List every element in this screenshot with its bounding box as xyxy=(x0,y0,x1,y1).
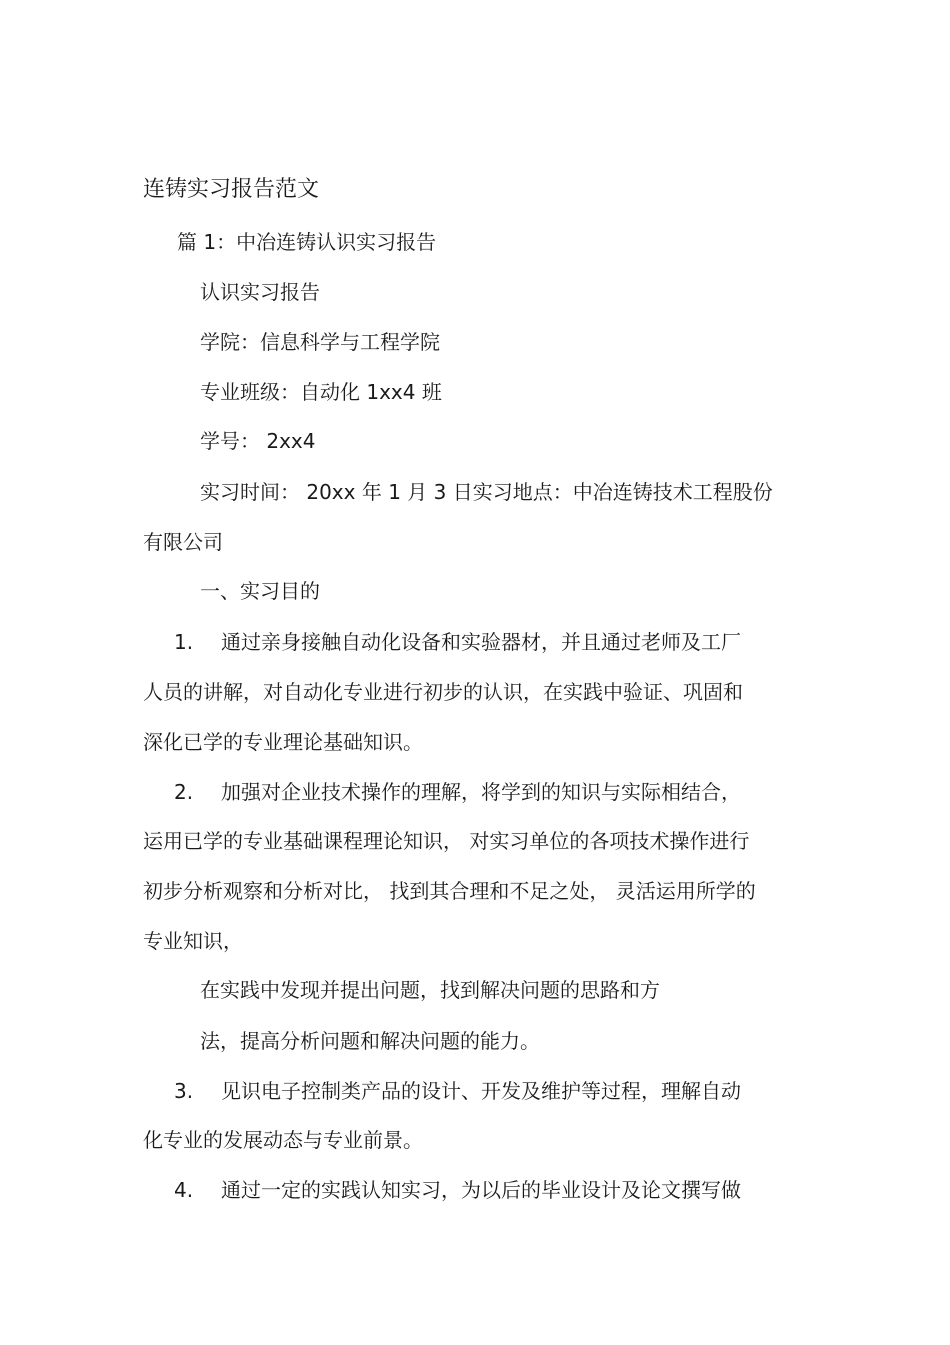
list-item-number: 4. xyxy=(174,1178,194,1202)
list-item-number: 3. xyxy=(174,1079,194,1103)
document-title: 连铸实习报告范文 xyxy=(143,177,320,202)
list-item-text: 运用已学的专业基础课程理论知识， 对实习单位的各项技术操作进行 xyxy=(143,829,750,853)
list-item-text: 加强对企业技术操作的理解，将学到的知识与实际相结合， xyxy=(221,780,741,804)
list-item-text: 专业知识， xyxy=(143,929,243,953)
list-item-text: 初步分析观察和分析对比， 找到其合理和不足之处， 灵活运用所学的 xyxy=(143,879,756,903)
list-item-text: 见识电子控制类产品的设计、开发及维护等过程，理解自动 xyxy=(221,1079,741,1103)
list-item-text: 在实践中发现并提出问题，找到解决问题的思路和方 xyxy=(200,978,660,1002)
list-item-number: 1. xyxy=(174,630,194,654)
list-item-text: 深化已学的专业理论基础知识。 xyxy=(143,730,423,754)
list-item-text: 化专业的发展动态与专业前景。 xyxy=(143,1128,423,1152)
college-line: 学院：信息科学与工程学院 xyxy=(200,330,440,354)
list-item-text: 法，提高分析问题和解决问题的能力。 xyxy=(200,1029,540,1053)
list-item-text: 通过亲身接触自动化设备和实验器材，并且通过老师及工厂 xyxy=(221,630,741,654)
student-id-line: 学号： 2xx4 xyxy=(200,429,316,453)
time-place-line: 实习时间： 20xx 年 1 月 3 日实习地点：中冶连铸技术工程股份 xyxy=(200,480,773,504)
list-item-number: 2. xyxy=(174,780,194,804)
section-heading-purpose: 一、实习目的 xyxy=(200,579,320,603)
time-place-line-continued: 有限公司 xyxy=(143,530,223,554)
major-class-line: 专业班级：自动化 1xx4 班 xyxy=(200,380,442,404)
list-item-text: 人员的讲解，对自动化专业进行初步的认识，在实践中验证、巩固和 xyxy=(143,680,743,704)
chapter-heading: 篇 1：中冶连铸认识实习报告 xyxy=(177,230,437,254)
list-item-text: 通过一定的实践认知实习，为以后的毕业设计及论文撰写做 xyxy=(221,1178,741,1202)
report-heading: 认识实习报告 xyxy=(200,280,320,304)
